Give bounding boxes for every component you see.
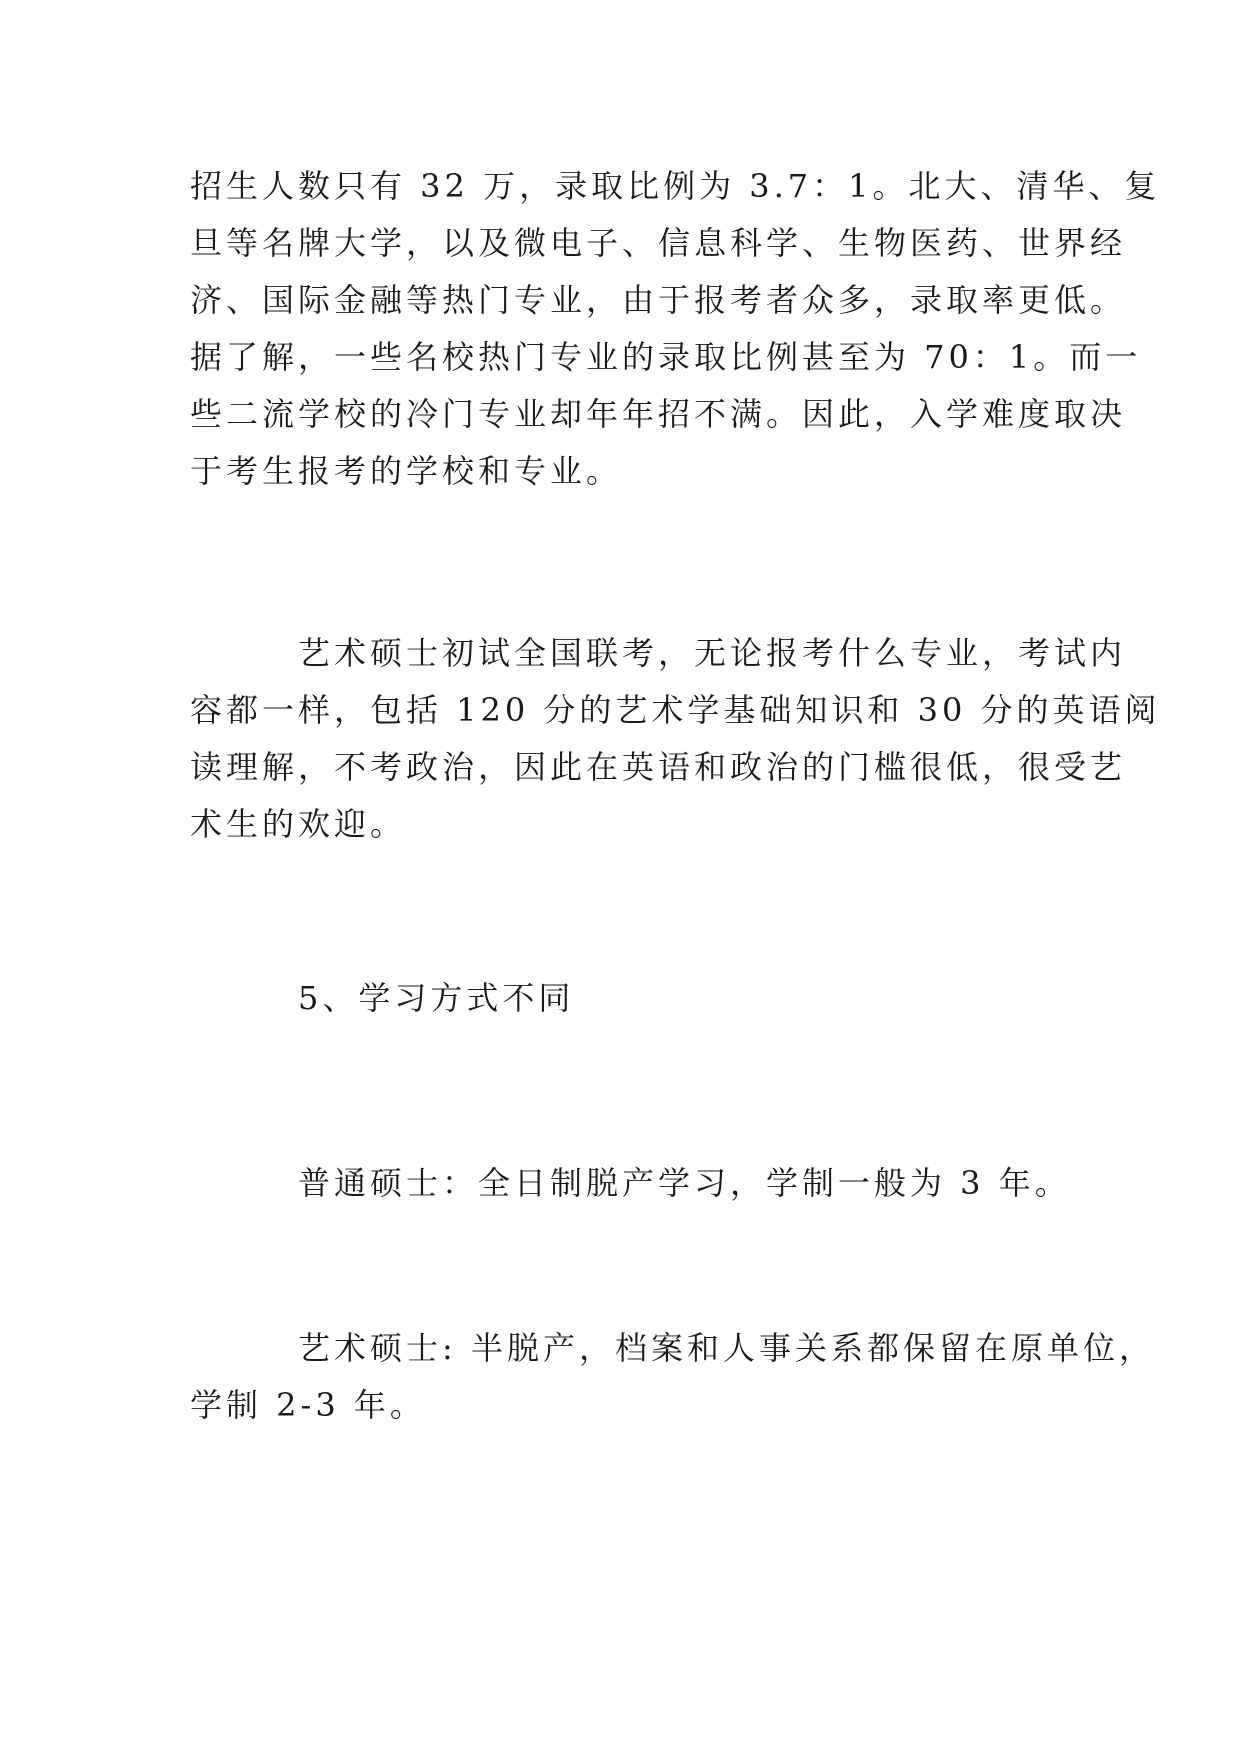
heading-line: 5、学习方式不同 — [298, 979, 575, 1017]
paragraph-regular-master — [190, 1155, 1070, 1212]
text-line: 学制 2-3 年。 — [190, 1386, 426, 1424]
text-line: 艺术硕士初试全国联考，无论报考什么专业，考试内 — [298, 634, 1127, 672]
paragraph-admission-ratio — [190, 158, 1161, 500]
text-line: 艺术硕士: 半脱产，档案和人事关系都保留在原单位， — [298, 1329, 1155, 1367]
text-line: 招生人数只有 32 万，录取比例为 3.7：1。北大、清华、复 — [190, 167, 1161, 205]
text-line: 些二流学校的冷门专业却年年招不满。因此，入学难度取决 — [190, 395, 1127, 433]
paragraph-art-master-mode — [190, 1320, 1155, 1434]
text-line: 旦等名牌大学，以及微电子、信息科学、生物医药、世界经 — [190, 224, 1127, 262]
section-heading-study-mode — [190, 970, 1070, 1027]
text-line: 读理解，不考政治，因此在英语和政治的门槛很低，很受艺 — [190, 748, 1127, 786]
text-line: 容都一样，包括 120 分的艺术学基础知识和 30 分的英语阅 — [190, 691, 1161, 729]
paragraph-art-master-exam — [190, 625, 1161, 853]
text-line: 济、国际金融等热门专业，由于报考者众多，录取率更低。 — [190, 281, 1127, 319]
text-line: 据了解，一些名校热门专业的录取比例甚至为 70：1。而一 — [190, 338, 1142, 376]
text-line: 普通硕士：全日制脱产学习，学制一般为 3 年。 — [298, 1164, 1071, 1202]
text-line: 术生的欢迎。 — [190, 805, 407, 843]
text-line: 于考生报考的学校和专业。 — [190, 452, 623, 490]
